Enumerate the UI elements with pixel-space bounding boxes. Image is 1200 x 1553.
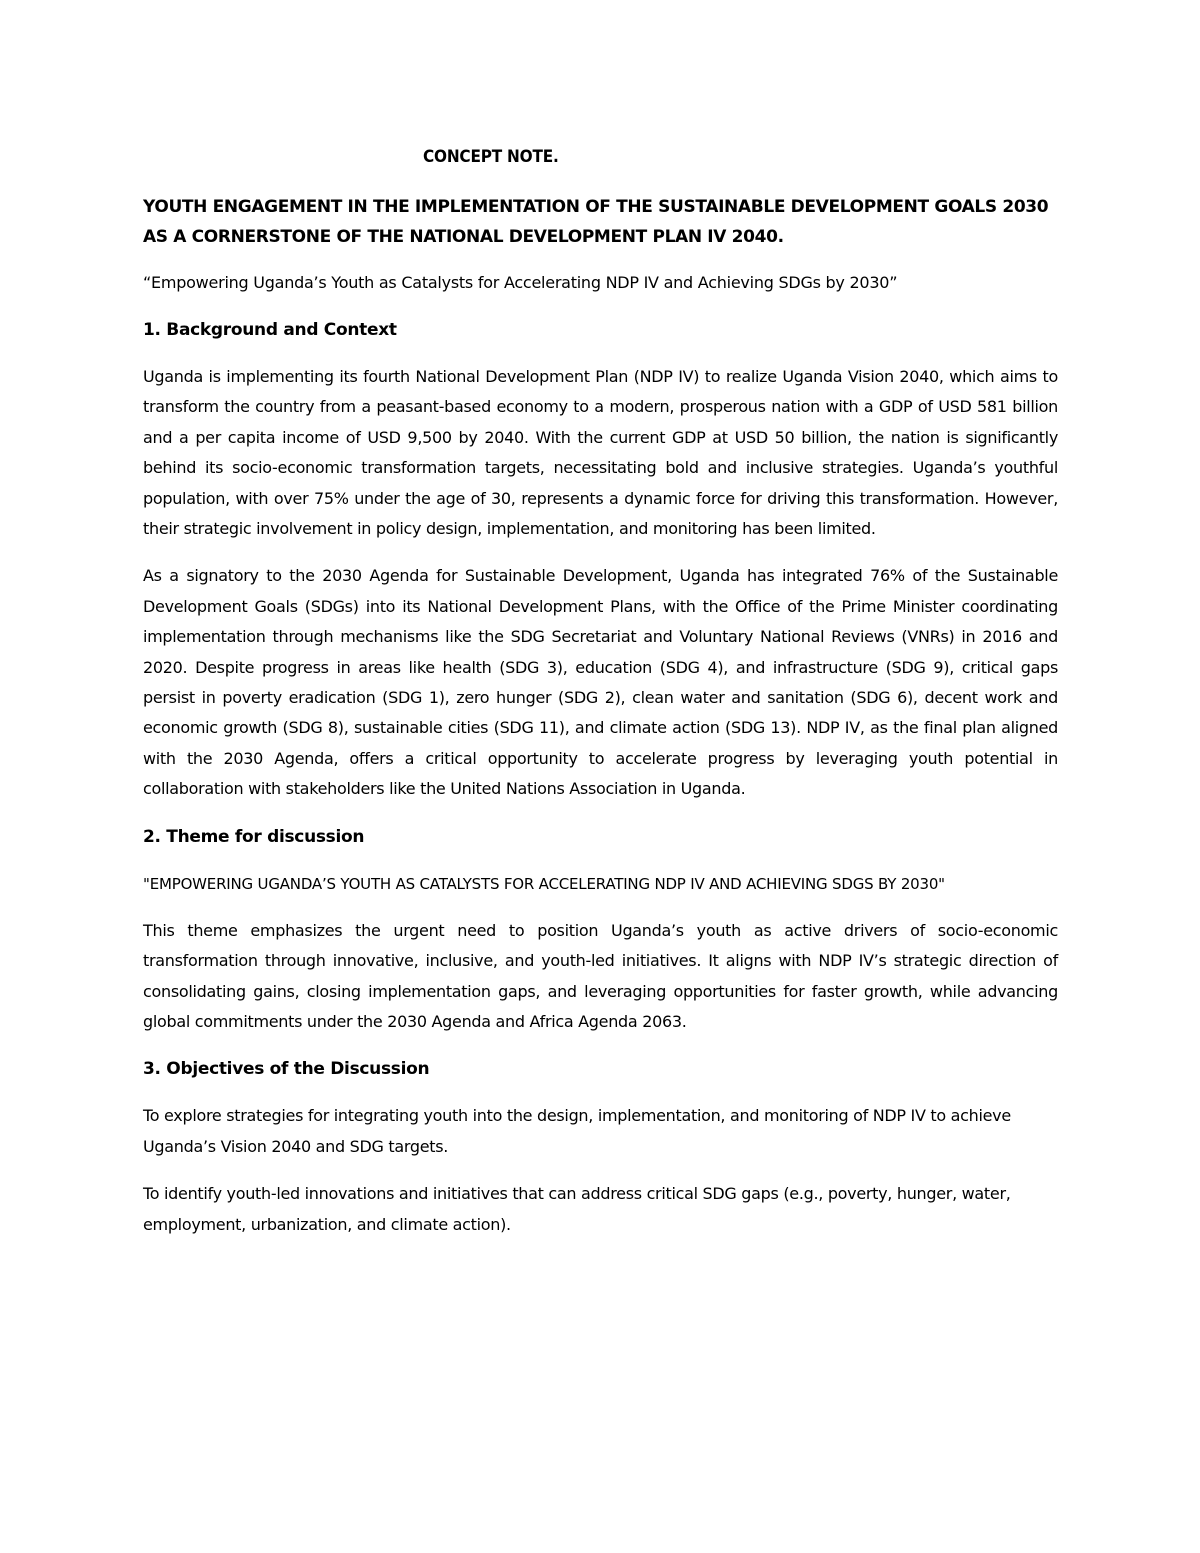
document-title: CONCEPT NOTE. [423, 147, 559, 167]
document-body [143, 143, 1058, 1257]
paragraph-background-2: As a signatory to the 2030 Agenda for Sustainable Development, Uganda has integrated 76% of the Sustainable Development Goals (SDGs) into its National Development Plans, with the Office of the Prime Minister coordinating implementation through mechanisms like the SDG Secretariat and Voluntary National Reviews (VNRs) in 2016 and 2020. Despite progress in areas like health (SDG 3), education (SDG 4), and infrastructure (SDG 9), critical gaps persist in poverty eradication (SDG 1), zero hunger (SDG 2), clean water and sanitation (SDG 6), decent work and economic growth (SDG 8), sustainable cities (SDG 11), and climate action (SDG 13). NDP IV, as the final plan aligned with the 2030 Agenda, offers a critical opportunity to accelerate progress by leveraging youth potential in collaboration with stakeholders like the United Nations Association in Uganda. [143, 566, 1058, 799]
theme-statement: "EMPOWERING UGANDA’S YOUTH AS CATALYSTS FOR ACCELERATING NDP IV AND ACHIEVING SDGS BY 2030" [143, 874, 945, 893]
document-subtitle: YOUTH ENGAGEMENT IN THE IMPLEMENTATION OF THE SUSTAINABLE DEVELOPMENT GOALS 2030 AS A CORNERSTONE OF THE NATIONAL DEVELOPMENT PLAN IV 2040. [143, 197, 1049, 247]
section-heading-objectives: 3. Objectives of the Discussion [143, 1059, 430, 1080]
objective-item-1: To explore strategies for integrating youth into the design, implementation, and monitoring of NDP IV to achieve Uganda’s Vision 2040 and SDG targets. [143, 1106, 1011, 1156]
paragraph-background-1: Uganda is implementing its fourth National Development Plan (NDP IV) to realize Uganda Vision 2040, which aims to transform the country from a peasant-based economy to a modern, prosperous nation with a GDP of USD 581 billion and a per capita income of USD 9,500 by 2040. With the current GDP at USD 50 billion, the nation is significantly behind its socio-economic transformation targets, necessitating bold and inclusive strategies. Uganda’s youthful population, with over 75% under the age of 30, represents a dynamic force for driving this transformation. However, their strategic involvement in policy design, implementation, and monitoring has been limited. [143, 367, 1058, 539]
section-heading-theme: 2. Theme for discussion [143, 826, 365, 847]
objective-item-2: To identify youth-led innovations and initiatives that can address critical SDG gaps (e.g., poverty, hunger, water, employment, urbanization, and climate action). [143, 1184, 1011, 1234]
document-tagline: “Empowering Uganda’s Youth as Catalysts for Accelerating NDP IV and Achieving SDGs by 2030” [143, 273, 898, 292]
paragraph-theme-1: This theme emphasizes the urgent need to position Uganda’s youth as active drivers of socio-economic transformation through innovative, inclusive, and youth-led initiatives. It aligns with NDP IV’s strategic direction of consolidating gains, closing implementation gaps, and leveraging opportunities for faster growth, while advancing global commitments under the 2030 Agenda and Africa Agenda 2063. [143, 920, 1058, 1031]
section-heading-background: 1. Background and Context [143, 320, 397, 340]
